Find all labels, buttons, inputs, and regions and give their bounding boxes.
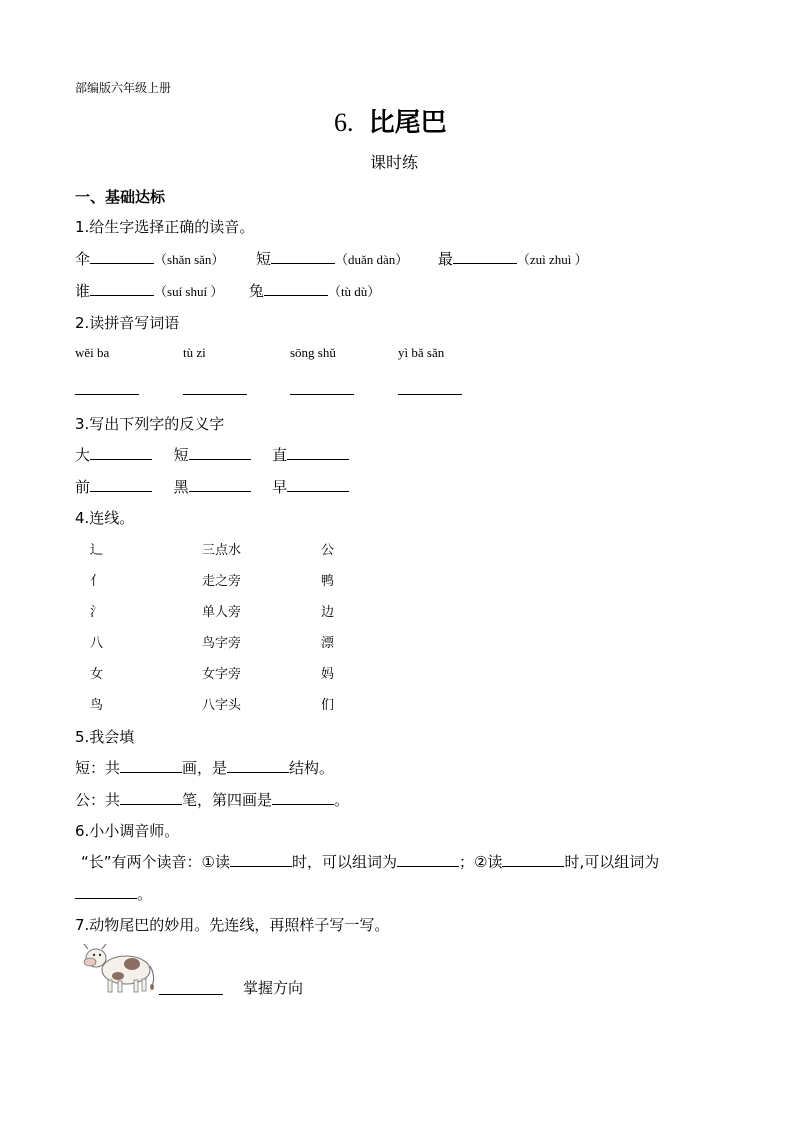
answer-blank[interactable] [75, 394, 139, 395]
q1-options: （duǎn dàn） [335, 252, 409, 267]
answer-blank[interactable] [120, 758, 182, 773]
q2-pinyin: sōng shǔ [290, 345, 336, 360]
q1-options: （tù dù） [327, 284, 381, 299]
q3-prompt: 3.写出下列字的反义字 [75, 415, 225, 433]
q1-options: （shǎn sǎn） [154, 252, 225, 267]
q5-text: 公：共 [75, 791, 121, 809]
page-title [334, 102, 447, 139]
q5-line1 [75, 757, 334, 778]
q1-char: 谁 [75, 282, 91, 300]
answer-blank[interactable] [189, 477, 251, 492]
answer-blank[interactable] [453, 249, 517, 264]
answer-blank[interactable] [120, 790, 182, 805]
q1-row2 [75, 280, 380, 301]
q4-prompt: 4.连线。 [75, 509, 135, 527]
q1-char: 伞 [75, 250, 91, 268]
q6-text: “长”有两个读音：①读 [81, 853, 230, 871]
q3-char: 黑 [173, 478, 189, 496]
q5-text: 。 [334, 791, 350, 809]
radical-name[interactable]: 走之旁 [202, 574, 242, 589]
q3-char: 直 [272, 446, 288, 464]
answer-blank[interactable] [264, 281, 328, 296]
character[interactable]: 鸭 [321, 574, 335, 589]
answer-blank[interactable] [271, 249, 335, 264]
q5-text: 短：共 [75, 759, 121, 777]
title-text: 比尾巴 [368, 108, 447, 138]
answer-blank[interactable] [287, 445, 349, 460]
answer-blank[interactable] [189, 445, 251, 460]
q1-char: 最 [437, 250, 453, 268]
q3-char: 大 [75, 446, 91, 464]
q2-prompt: 2.读拼音写词语 [75, 314, 180, 332]
q6-text: 时，可以组词为 [292, 853, 398, 871]
answer-blank[interactable] [272, 790, 334, 805]
radical[interactable]: 亻 [90, 574, 104, 589]
answer-blank[interactable] [290, 394, 354, 395]
character[interactable]: 公 [321, 543, 335, 558]
q5-line2 [75, 789, 349, 810]
q1-prompt: 1.给生字选择正确的读音。 [75, 218, 255, 236]
character[interactable]: 们 [321, 698, 335, 713]
radical-name[interactable]: 女字旁 [202, 667, 242, 682]
answer-blank[interactable] [90, 445, 152, 460]
q6-line1 [81, 851, 659, 872]
grade-header: 部编版六年级上册 [75, 81, 172, 95]
q7-prompt: 7.动物尾巴的妙用。先连线，再照样子写一写。 [75, 916, 390, 934]
q5-text: 画，是 [182, 759, 228, 777]
radical[interactable]: 鸟 [90, 698, 104, 713]
q2-pinyin: yì bǎ sǎn [398, 345, 445, 360]
answer-blank[interactable] [230, 852, 292, 867]
q2-pinyin: wěi ba [75, 345, 110, 360]
q1-options: （suí shuí ） [154, 284, 224, 299]
cow-illustration [80, 940, 160, 998]
q6-text: 。 [137, 885, 153, 903]
radical-name[interactable]: 单人旁 [202, 605, 242, 620]
answer-blank[interactable] [397, 852, 459, 867]
page-subtitle: 课时练 [370, 153, 419, 172]
answer-blank[interactable] [227, 758, 289, 773]
answer-blank[interactable] [183, 394, 247, 395]
q3-char: 短 [173, 446, 189, 464]
radical-name[interactable]: 三点水 [202, 543, 242, 558]
radical[interactable]: 八 [90, 636, 104, 651]
answer-blank[interactable] [502, 852, 564, 867]
q1-char: 兔 [248, 282, 264, 300]
radical[interactable]: 氵 [90, 605, 104, 620]
q6-prompt: 6.小小调音师。 [75, 822, 180, 840]
q1-char: 短 [256, 250, 272, 268]
character[interactable]: 边 [321, 605, 335, 620]
q3-row2 [75, 476, 349, 497]
answer-blank[interactable] [90, 281, 154, 296]
radical-name[interactable]: 八字头 [202, 698, 242, 713]
q6-line2 [75, 883, 152, 904]
answer-blank[interactable] [90, 477, 152, 492]
q2-pinyin: tù zi [183, 345, 206, 360]
answer-blank[interactable] [398, 394, 462, 395]
answer-blank[interactable] [90, 249, 154, 264]
q5-prompt: 5.我会填 [75, 728, 135, 746]
q3-row1 [75, 444, 349, 465]
radical[interactable]: 女 [90, 667, 104, 682]
q6-text: 时,可以组词为 [564, 853, 660, 871]
radical[interactable]: 辶 [90, 543, 104, 558]
answer-blank[interactable] [159, 994, 223, 995]
answer-blank[interactable] [75, 884, 137, 899]
q5-text: 结构。 [289, 759, 335, 777]
q3-char: 早 [272, 478, 288, 496]
q5-text: 笔，第四画是 [182, 791, 273, 809]
radical-name[interactable]: 鸟字旁 [202, 636, 242, 651]
q1-row1 [75, 248, 588, 269]
q7-label[interactable]: 掌握方向 [243, 979, 304, 997]
q1-options: （zuì zhuì ） [516, 252, 588, 267]
title-number: 6. [334, 108, 354, 137]
q6-text: ；②读 [459, 853, 503, 871]
answer-blank[interactable] [287, 477, 349, 492]
character[interactable]: 妈 [321, 667, 335, 682]
q3-char: 前 [75, 478, 91, 496]
character[interactable]: 漂 [321, 636, 335, 651]
section-heading: 一、基础达标 [75, 188, 166, 206]
